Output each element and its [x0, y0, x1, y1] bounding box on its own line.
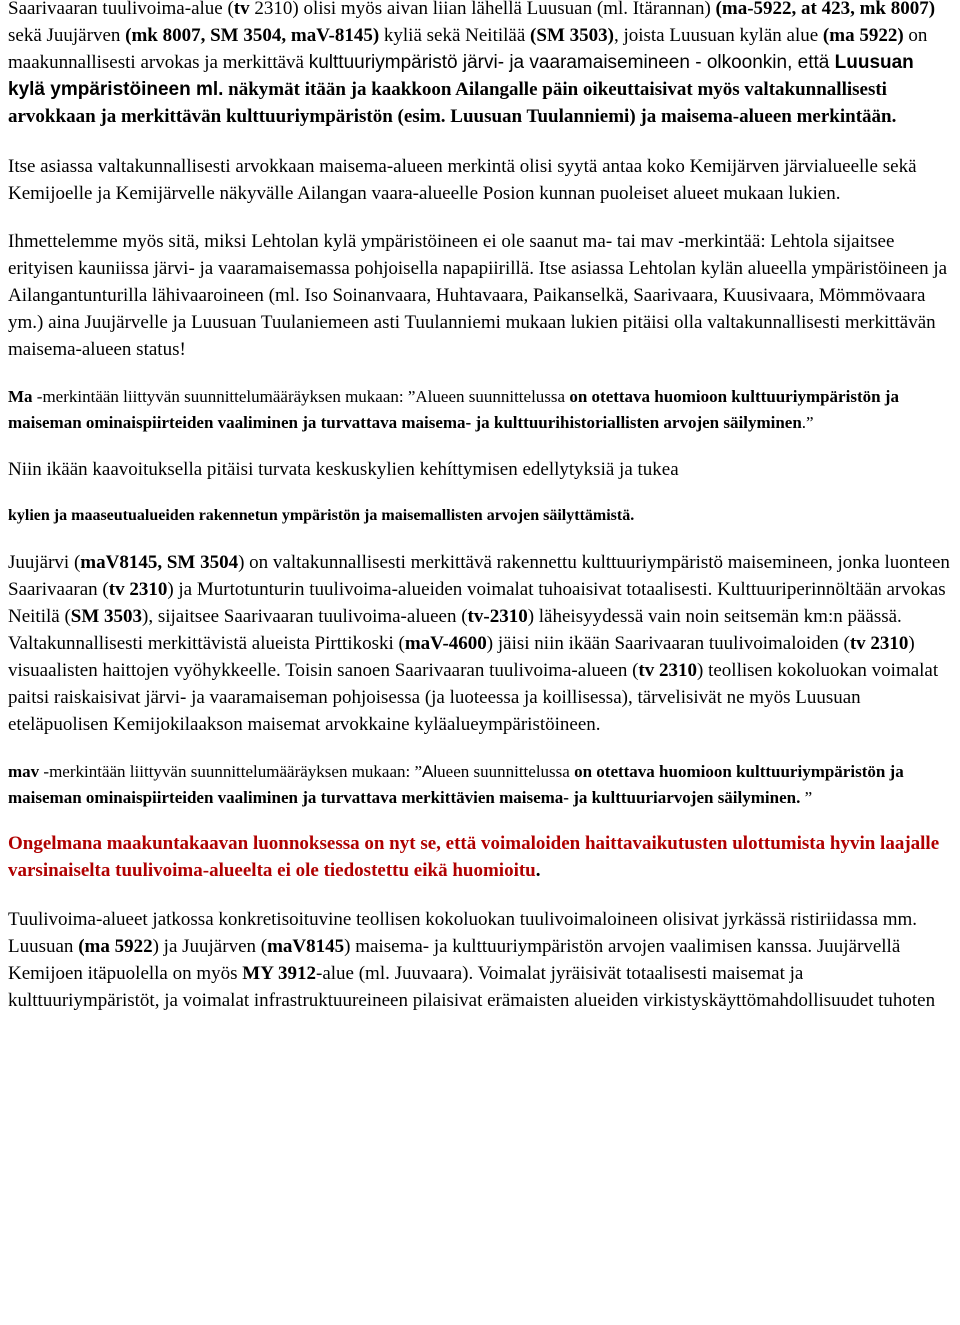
text-run: sekä Juujärven [8, 25, 126, 46]
text-run: tv 2310 [108, 579, 168, 600]
text-run: .” [801, 413, 814, 432]
text-run: Al [422, 762, 438, 781]
text-run: (ma 5922 [78, 936, 153, 957]
text-run: -merkintään liittyvän suunnittelumääräyksen mukaan: ”Alueen suunnittelussa [32, 387, 570, 406]
text-run: maV8145, SM 3504 [80, 552, 239, 573]
text-run: ) ja Juujärven ( [152, 936, 268, 957]
paragraph-zoning [8, 456, 954, 483]
text-run: on maakunnallisesti arvokas ja merkittävä [8, 25, 928, 73]
text-run: SM 3503 [70, 606, 143, 627]
text-run: tv 2310 [849, 633, 909, 654]
paragraph-ma-regulation [8, 384, 954, 436]
text-run: MY 3912 [242, 963, 316, 984]
text-run: Ma [8, 387, 33, 406]
text-run: Tuulivoima-alueet jatkossa konkretisoituvine teollisen kokoluokan tuulivoimaloineen olisivat jyrkässä ristiriidassa mm. Luusuan [8, 909, 918, 957]
text-run: ” [800, 788, 813, 807]
text-run: , joista Luusuan kylän alue [613, 25, 823, 46]
text-run: Juujärvi ( [8, 552, 81, 573]
paragraph-problem-statement [8, 830, 954, 884]
paragraph-mav-regulation [8, 759, 954, 811]
text-run: (mk 8007, SM 3504, maV-8145) [125, 25, 380, 46]
text-run: maV8145 [267, 936, 345, 957]
text-run: Ongelmana maakuntakaavan luonnoksessa on nyt se, että voimaloiden haittavaikutusten ulottumista hyvin laajalle varsinaiselta tuulivoima-alueelta ei ole tiedostettu eikä huomioitu [8, 833, 940, 881]
text-run: tv 2310 [638, 660, 697, 681]
text-run: Saarivaaran tuulivoima-alue ( [8, 0, 234, 19]
text-run: ) ja Murtotunturin tuulivoima-alueiden voimalat tuhoaisivat totaalisesti. Kulttuuriperinnöltään arvokas Neitilä ( [8, 579, 946, 627]
paragraph-saarivaara-intro [8, 0, 954, 130]
text-run: näkymät itään ja kaakkoon Ailangalle päin oikeuttaisivat myös valtakunnallisesti arvokkaan ja merkittävän kulttuuriympäristön (esim. Luusuan Tuulanniemi) ja maisema-alueen merkintään. [8, 79, 897, 127]
text-run: kyliä sekä Neitilää [379, 25, 531, 46]
text-run: ) jäisi niin ikään Saarivaaran tuulivoimaloiden ( [486, 633, 850, 654]
paragraph-juujarvi [8, 549, 954, 738]
paragraph-lehtola [8, 228, 954, 363]
text-run: -merkintään liittyvän suunnittelumääräyksen mukaan: ” [39, 762, 423, 781]
text-run: ) visuaalisten haittojen vyöhykkeelle. Toisin sanoen Saarivaaran tuulivoima-alueen ( [8, 633, 915, 681]
text-run: maV-4600 [404, 633, 487, 654]
text-run: (ma 5922) [822, 25, 904, 46]
text-run: ), sijaitsee Saarivaaran tuulivoima-alueen ( [142, 606, 468, 627]
text-run: 2310) olisi myös aivan liian lähellä Luusuan (ml. Itärannan) [249, 0, 716, 19]
text-run: kulttuuriympäristö järvi- ja vaaramaisemineen - olkoonkin, että [308, 52, 835, 73]
text-run: Luusuan kylä ympäristöineen ml. [8, 52, 914, 100]
text-run: ) teollisen kokoluokan voimalat paitsi raiskaisivat järvi- ja vaaramaiseman pohjoisessa (ja luoteessa ja koillisessa), tärvelisivät ne myös Luusuan eteläpuolisen Kemijokilaakson maisemat arvokkaine kyläalueympäristöineen. [8, 660, 939, 735]
text-run: ) läheisyydessä vain noin seitsemän km:n päässä. Valtakunnallisesti merkittävistä alueista Pirttikoski ( [8, 606, 902, 654]
text-run: on otettava huomioon kulttuuriympäristön ja maiseman ominaispiirteiden vaaliminen ja turvattava maisema- ja kulttuurihistoriallisten arvojen säilyminen [8, 387, 899, 432]
paragraph-conflict [8, 906, 954, 1014]
text-run: Niin ikään kaavoituksella pitäisi turvata keskuskylien kehíttymisen edellytyksiä ja tukea [8, 459, 679, 480]
text-run: (SM 3503) [530, 25, 614, 46]
text-run: Itse asiassa valtakunnallisesti arvokkaan maisema-alueen merkintä olisi syytä antaa koko Kemijärven järvialueelle sekä Kemijoelle ja Kemijärvelle näkyvälle Ailangan vaara-alueelle Posion kunnan puoleiset alueet mukaan lukien. [8, 156, 917, 204]
paragraph-village-values [8, 504, 954, 528]
paragraph-national-landscape [8, 153, 954, 207]
text-run: . [535, 860, 541, 881]
text-run: -alue (ml. Juuvaara). Voimalat jyräisivät totaalisesti maisemat ja kulttuuriympäristöt, ja voimalat infrastruktuureineen pilaisivat erämaisten alueiden virkistyskäyttömahdollisuudet tuhoten [8, 963, 936, 1011]
text-run: Ihmettelemme myös sitä, miksi Lehtolan kylä ympäristöineen ei ole saanut ma- tai mav -merkintää: Lehtola sijaitsee erityisen kauniissa järvi- ja vaaramaisemassa pohjoisella napapiirillä. Itse asiassa Lehtolan kylän alueella ympäristöineen ja Ailangantunturilla lähivaaroineen (ml. Iso Soinanvaara, Huhtavaara, Paikanselkä, Saarivaara, Kuusivaara, Mömmövaara ym.) aina Juujärvelle ja Luusuan Tuulaniemeen asti Tuulanniemi mukaan lukien pitäisi olla valtakunnallisesti merkittävän maisema-alueen status! [8, 231, 948, 360]
text-run: (ma-5922, at 423, mk 8007) [715, 0, 936, 19]
text-run: tv [233, 0, 250, 19]
text-run: kylien ja maaseutualueiden rakennetun ympäristön ja maisemallisten arvojen säilyttämistä. [8, 507, 635, 524]
text-run: ) maisema- ja kulttuuriympäristön arvojen vaalimisen kanssa. Juujärvellä Kemijoen itäpuolella on myös [8, 936, 901, 984]
text-run: mav [8, 762, 40, 781]
text-run: ueen suunnittelussa [437, 762, 575, 781]
text-run: on otettava huomioon kulttuuriympäristön ja maiseman ominaispiirteiden vaaliminen ja turvattava merkittävien maisema- ja kulttuuriarvojen säilyminen. [8, 762, 904, 807]
text-run: tv-2310 [467, 606, 528, 627]
text-run: ) on valtakunnallisesti merkittävä rakennettu kulttuuriympäristö maisemineen, jonka luonteen Saarivaaran ( [8, 552, 950, 600]
